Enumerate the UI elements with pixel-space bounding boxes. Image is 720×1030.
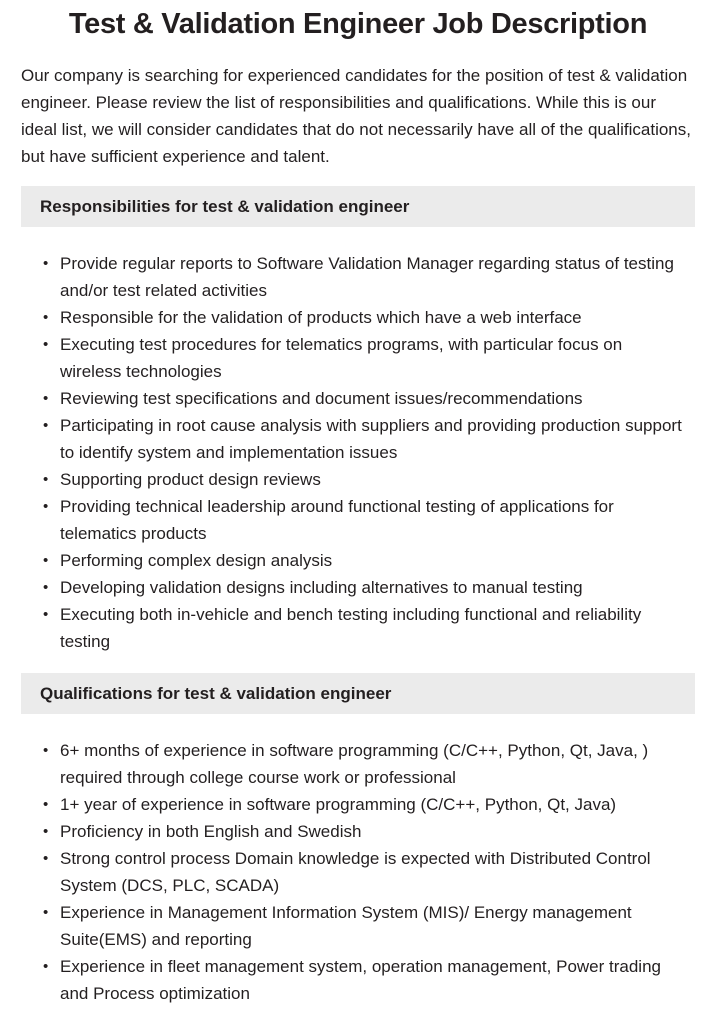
bullet-item-text: Executing test procedures for telematics programs, with particular focus on wireless technologies (60, 335, 623, 381)
bullet-item (43, 953, 682, 1007)
bullet-item (43, 818, 682, 845)
section-heading-bar (21, 673, 695, 714)
bullet-item-text: 1+ year of experience in software programming (C/C++, Python, Qt, Java) (60, 795, 617, 814)
bullet-item (43, 493, 682, 547)
section-heading-label: Responsibilities for test & validation engineer (40, 196, 410, 216)
bullet-item-text: Developing validation designs including alternatives to manual testing (60, 578, 583, 597)
sections (21, 186, 695, 1007)
bullet-item-text: Reviewing test specifications and document issues/recommendations (60, 389, 583, 408)
bullet-icon: • (43, 823, 49, 840)
bullet-item-text: Providing technical leadership around functional testing of applications for telematics products (60, 497, 614, 543)
bullet-item-text: Executing both in-vehicle and bench testing including functional and reliability testing (60, 605, 642, 651)
bullet-item (43, 331, 682, 385)
section-heading-label: Qualifications for test & validation engineer (40, 683, 392, 703)
bullet-icon: • (43, 498, 49, 515)
bullet-item (43, 250, 682, 304)
bullet-item (43, 601, 682, 655)
bullet-item (43, 412, 682, 466)
intro-paragraph: Our company is searching for experienced candidates for the position of test & validation engineer. Please review the list of responsibilities and qualifications. While this is our ideal list, we will consider candidates that do not necessarily have all of the qualifications, but have sufficient experience and talent. (21, 66, 691, 166)
bullet-icon: • (43, 471, 49, 488)
bullet-item (43, 845, 682, 899)
bullet-icon: • (43, 336, 49, 353)
bullet-item-text: Strong control process Domain knowledge is expected with Distributed Control System (DCS, PLC, SCADA) (60, 849, 651, 895)
bullet-item-text: 6+ months of experience in software programming (C/C++, Python, Qt, Java, ) required through college course work or professional (60, 741, 649, 787)
bullet-item (43, 385, 682, 412)
bullet-item-text: Supporting product design reviews (60, 470, 321, 489)
job-section (21, 673, 695, 1007)
bullet-icon: • (43, 309, 49, 326)
bullet-item (43, 791, 682, 818)
bullet-icon: • (43, 255, 49, 272)
bullet-icon: • (43, 606, 49, 623)
bullet-item-text: Provide regular reports to Software Validation Manager regarding status of testing and/or test related activities (60, 254, 674, 300)
job-section (21, 186, 695, 655)
section-heading-bar (21, 186, 695, 227)
bullet-item-text: Experience in fleet management system, operation management, Power trading and Process optimization (60, 957, 661, 1003)
bullet-item-text: Responsible for the validation of products which have a web interface (60, 308, 582, 327)
bullet-icon: • (43, 796, 49, 813)
bullet-icon: • (43, 579, 49, 596)
bullet-list (21, 250, 682, 655)
bullet-item (43, 547, 682, 574)
bullet-item (43, 304, 682, 331)
bullet-item (43, 899, 682, 953)
bullet-item-text: Proficiency in both English and Swedish (60, 822, 362, 841)
bullet-icon: • (43, 552, 49, 569)
bullet-list (21, 737, 682, 1007)
bullet-item (43, 737, 682, 791)
bullet-icon: • (43, 742, 49, 759)
bullet-item (43, 466, 682, 493)
page-title: Test & Validation Engineer Job Description (68, 8, 648, 40)
bullet-icon: • (43, 958, 49, 975)
bullet-icon: • (43, 390, 49, 407)
bullet-icon: • (43, 417, 49, 434)
bullet-icon: • (43, 850, 49, 867)
bullet-icon: • (43, 904, 49, 921)
bullet-item-text: Performing complex design analysis (60, 551, 333, 570)
bullet-item (43, 574, 682, 601)
bullet-item-text: Experience in Management Information System (MIS)/ Energy management Suite(EMS) and reporting (60, 903, 632, 949)
bullet-item-text: Participating in root cause analysis with suppliers and providing production support to identify system and implementation issues (60, 416, 682, 462)
